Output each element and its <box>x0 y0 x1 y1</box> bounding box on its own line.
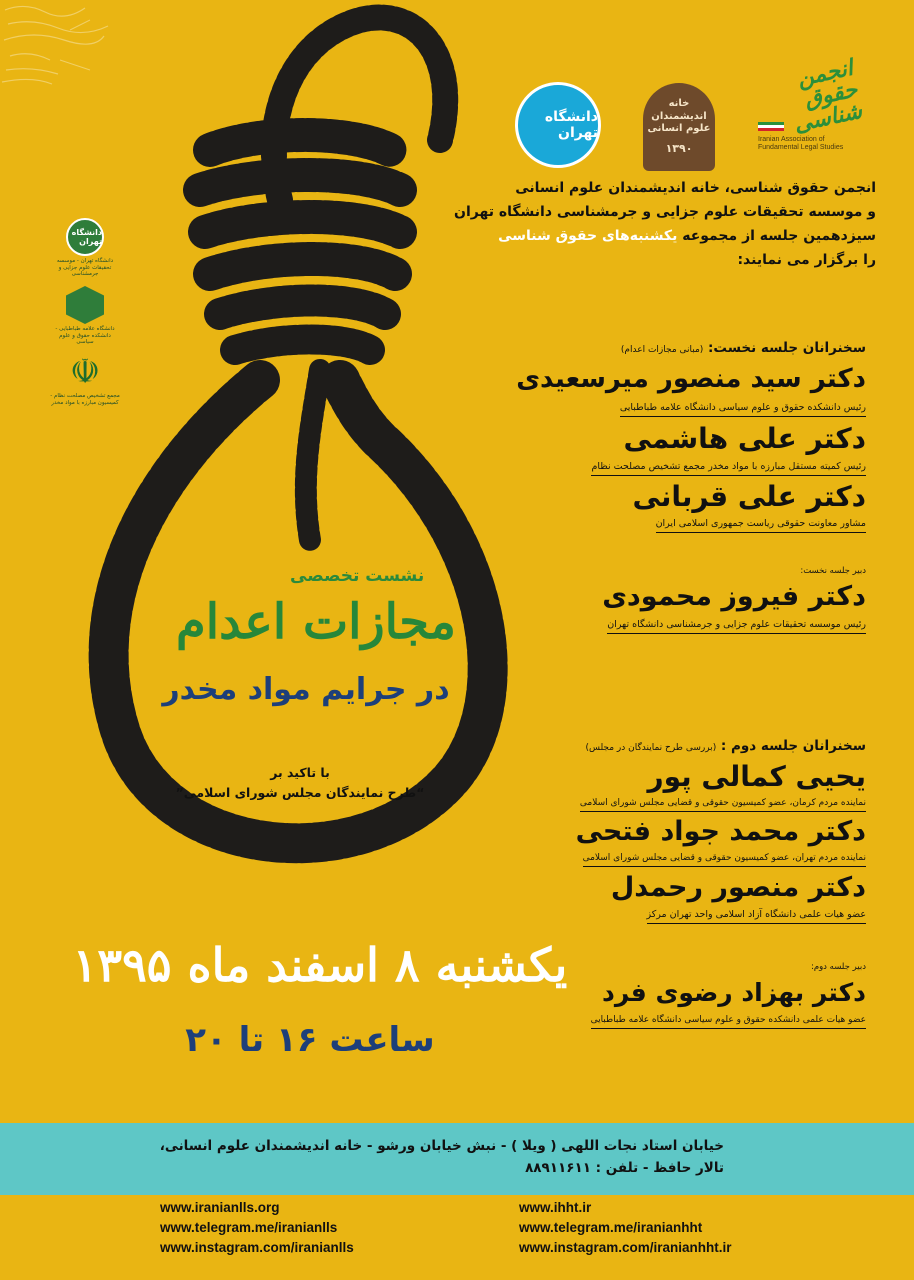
event-date: یکشنبه ۸ اسفند ماه ۱۳۹۵ <box>72 938 568 992</box>
speaker-role: رئیس کمیته مستقل مبارزه با مواد مخدر مجمع تشخیص مصلحت نظام <box>591 461 866 476</box>
speaker-name: یحیی کمالی پور <box>647 760 866 793</box>
side-logo-caption: مجمع تشخیص مصلحت نظام - کمیسیون مبارزه با مواد مخدر <box>50 393 120 406</box>
speaker-name: دکتر منصور رحمدل <box>610 872 866 903</box>
iranian-association-legal-studies-logo <box>748 54 865 166</box>
house-of-humanities-logo-text: خانه اندیشمندان علوم انسانی <box>647 98 711 135</box>
side-logo-atu-law <box>50 286 120 346</box>
session1-secretary-label: دبیر جلسه نخست: <box>800 566 866 576</box>
event-emphasis-label: با تاکید بر <box>270 765 330 780</box>
secretary-name: دکتر بهزاد رضوی فرد <box>602 978 866 1007</box>
intro-line-3 <box>316 224 876 248</box>
house-of-humanities-logo <box>643 83 715 171</box>
ials-logo-script: انجمن حقوق شناسی <box>791 54 865 138</box>
speaker-name: دکتر علی هاشمی <box>623 422 866 455</box>
link-ihht-instagram[interactable]: www.instagram.com/iranianhht.ir <box>519 1240 732 1255</box>
address-line-1: خیابان استاد نجات اللهی ( ویلا ) - نبش خیابان ورشو - خانه اندیشمندان علوم انسانی، <box>159 1138 724 1154</box>
intro-line-2: و موسسه تحقیقات علوم جزایی و جرمشناسی دانشگاه تهران <box>454 204 876 220</box>
side-logo-ut-institute <box>50 218 120 278</box>
event-time: ساعت ۱۶ تا ۲۰ <box>185 1020 435 1060</box>
speaker-name: دکتر محمد جواد فتحی <box>575 816 866 847</box>
session1-title <box>621 340 866 356</box>
address-band <box>0 1123 914 1195</box>
university-of-tehran-logo-text: دانشگاه تهران <box>544 109 598 141</box>
university-of-tehran-logo <box>515 82 601 168</box>
speaker-role: نماینده مردم کرمان، عضو کمیسیون حقوقی و قضایی مجلس شورای اسلامی <box>580 798 866 812</box>
speaker-role: رئیس دانشکده حقوق و علوم سیاسی دانشگاه علامه طباطبایی <box>620 402 866 417</box>
speaker-role: مشاور معاونت حقوقی ریاست جمهوری اسلامی ایران <box>656 518 866 533</box>
ials-logo-english: Iranian Association of Fundamental Legal Studies <box>758 136 844 152</box>
intro-line-4: را برگزار می نمایند: <box>737 252 876 268</box>
speaker-name: دکتر علی قربانی <box>632 480 866 513</box>
session1-title-text: سخنرانان جلسه نخست: <box>708 340 866 356</box>
session2-secretary-label: دبیر جلسه دوم: <box>810 962 866 972</box>
side-logo-caption: دانشگاه علامه طباطبایی - دانشکده حقوق و علوم سیاسی <box>55 326 115 346</box>
event-type: نشست تخصصی <box>290 566 425 586</box>
session1-subtitle: (مبانی مجازات اعدام) <box>620 345 704 355</box>
secretary-role: عضو هیات علمی دانشکده حقوق و علوم سیاسی دانشگاه علامه طباطبایی <box>591 1015 866 1029</box>
iran-flag-stripe <box>758 122 784 132</box>
session2-title <box>585 738 866 754</box>
house-of-humanities-logo-year: ۱۳۹۰ <box>665 141 693 155</box>
intro-line-1: انجمن حقوق شناسی، خانه اندیشمندان علوم انسانی <box>515 180 876 196</box>
link-iranianlls-website[interactable]: www.iranianlls.org <box>160 1200 280 1215</box>
event-title: مجازات اعدام <box>176 594 456 650</box>
side-logo-caption: دانشگاه تهران - موسسه تحقیقات علوم جزایی و جرمشناسی <box>56 258 114 278</box>
atu-emblem-icon <box>66 286 104 324</box>
speaker-name: دکتر سید منصور میرسعیدی <box>516 364 866 394</box>
iran-emblem-icon: ☫ <box>69 352 101 392</box>
speaker-role: نماینده مردم تهران، عضو کمیسیون حقوقی و قضایی مجلس شورای اسلامی <box>583 853 866 867</box>
event-subtitle: در جرایم مواد مخدر <box>162 672 450 707</box>
ut-seal-icon: دانشگاه تهران <box>66 218 104 256</box>
intro-line-3-a: سیزدهمین جلسه از مجموعه <box>677 228 876 244</box>
intro-series-name: یکشنبه‌های حقوق شناسی <box>498 228 678 244</box>
event-emphasis-text: “طرح نمایندگان مجلس شورای اسلامی” <box>175 785 425 800</box>
link-ihht-website[interactable]: www.ihht.ir <box>519 1200 592 1215</box>
session2-title-text: سخنرانان جلسه دوم : <box>720 738 866 754</box>
intro-text <box>316 176 876 272</box>
secretary-role: رئیس موسسه تحقیقات علوم جزایی و جرمشناسی دانشگاه تهران <box>607 619 866 634</box>
session2-subtitle: (بررسی طرح نمایندگان در مجلس) <box>585 743 717 753</box>
link-iranianlls-instagram[interactable]: www.instagram.com/iranianlls <box>160 1240 354 1255</box>
side-logo-expediency-council <box>50 353 120 406</box>
link-ihht-telegram[interactable]: www.telegram.me/iranianhht <box>519 1220 703 1235</box>
secretary-name: دکتر فیروز محمودی <box>602 581 866 612</box>
address-line-2: تالار حافظ - تلفن : ۸۸۹۱۱۶۱۱ <box>525 1160 724 1176</box>
speaker-role: عضو هیات علمی دانشگاه آزاد اسلامی واحد تهران مرکز <box>647 909 866 924</box>
link-iranianlls-telegram[interactable]: www.telegram.me/iranianlls <box>160 1220 338 1235</box>
